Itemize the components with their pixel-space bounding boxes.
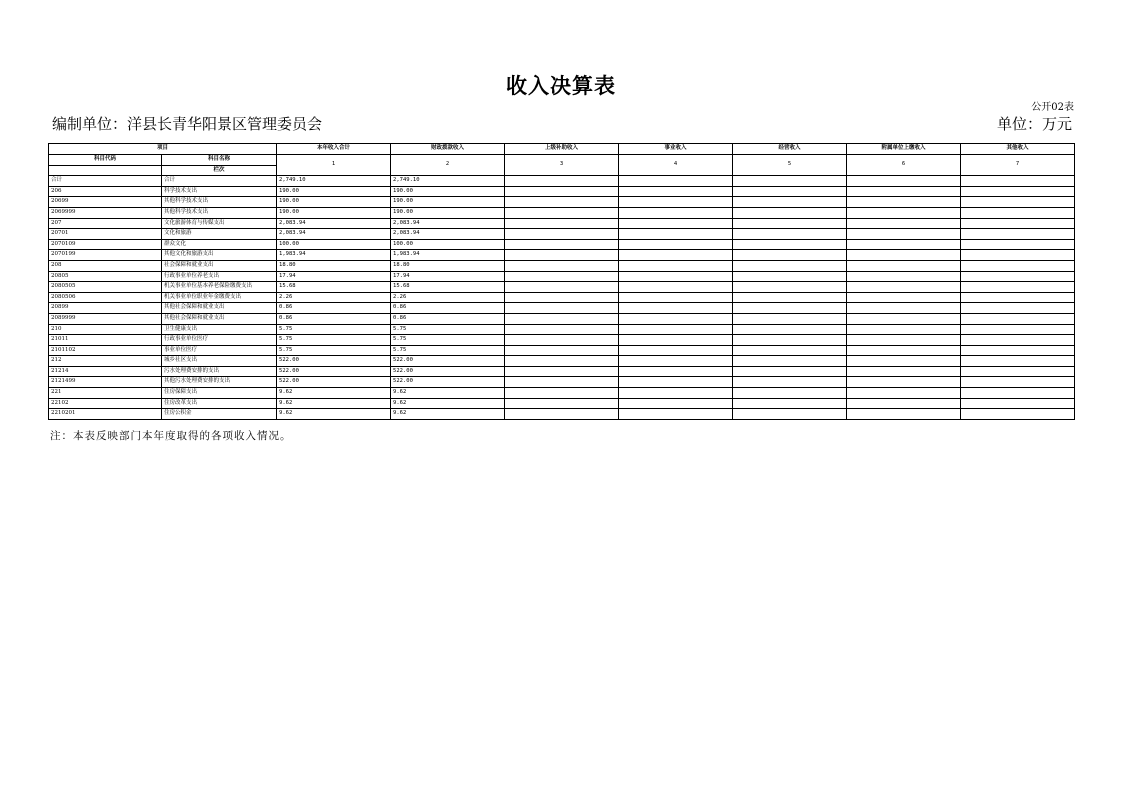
- cell-fiscal: 2,083.94: [391, 218, 505, 229]
- table-row: [49, 398, 1075, 409]
- cell-other: [961, 260, 1075, 271]
- cell-business: [619, 239, 733, 250]
- cell-operating: [733, 398, 847, 409]
- cell-code: 20899: [49, 303, 162, 314]
- cell-operating: [733, 292, 847, 303]
- footnote: 注：本表反映部门本年度取得的各项收入情况。: [50, 430, 292, 442]
- cell-other: [961, 409, 1075, 420]
- cell-total: 2,083.94: [277, 218, 391, 229]
- cell-business: [619, 229, 733, 240]
- table-row: [49, 218, 1075, 229]
- cell-business: [619, 388, 733, 399]
- table-row: [49, 186, 1075, 197]
- cell-name: 污水处理费安排的支出: [162, 366, 277, 377]
- table-row: [49, 377, 1075, 388]
- cell-business: [619, 303, 733, 314]
- cell-superior: [505, 282, 619, 293]
- cell-total: 2,083.94: [277, 229, 391, 240]
- cell-code: 2069999: [49, 207, 162, 218]
- cell-operating: [733, 271, 847, 282]
- cell-total: 5.75: [277, 345, 391, 356]
- cell-total: 2.26: [277, 292, 391, 303]
- header-column-label: 栏次: [162, 165, 277, 176]
- cell-superior: [505, 313, 619, 324]
- cell-other: [961, 218, 1075, 229]
- cell-total: 17.94: [277, 271, 391, 282]
- cell-superior: [505, 239, 619, 250]
- cell-business: [619, 409, 733, 420]
- cell-operating: [733, 324, 847, 335]
- cell-other: [961, 292, 1075, 303]
- cell-superior: [505, 186, 619, 197]
- cell-operating: [733, 366, 847, 377]
- cell-superior: [505, 271, 619, 282]
- cell-name: 行政事业单位养老支出: [162, 271, 277, 282]
- cell-affiliated: [847, 388, 961, 399]
- cell-fiscal: 5.75: [391, 324, 505, 335]
- cell-superior: [505, 260, 619, 271]
- cell-total: 0.86: [277, 313, 391, 324]
- cell-business: [619, 356, 733, 367]
- cell-affiliated: [847, 271, 961, 282]
- cell-business: [619, 345, 733, 356]
- header-business: 事业收入: [619, 144, 733, 155]
- table-row: [49, 345, 1075, 356]
- cell-other: [961, 239, 1075, 250]
- cell-fiscal: 2,749.10: [391, 176, 505, 187]
- header-code: 科目代码: [49, 155, 162, 166]
- cell-name: 社会保障和就业支出: [162, 260, 277, 271]
- cell-fiscal: 17.94: [391, 271, 505, 282]
- cell-operating: [733, 239, 847, 250]
- cell-superior: [505, 377, 619, 388]
- cell-fiscal: 522.00: [391, 356, 505, 367]
- cell-affiliated: [847, 229, 961, 240]
- cell-business: [619, 271, 733, 282]
- table-row: [49, 335, 1075, 346]
- cell-other: [961, 229, 1075, 240]
- cell-operating: [733, 207, 847, 218]
- cell-name: 机关事业单位基本养老保险缴费支出: [162, 282, 277, 293]
- cell-fiscal: 0.86: [391, 303, 505, 314]
- cell-code: 20699: [49, 197, 162, 208]
- cell-affiliated: [847, 292, 961, 303]
- cell-name: 行政事业单位医疗: [162, 335, 277, 346]
- cell-total: 9.62: [277, 388, 391, 399]
- cell-operating: [733, 260, 847, 271]
- cell-affiliated: [847, 398, 961, 409]
- header-superior: 上级补助收入: [505, 144, 619, 155]
- cell-other: [961, 388, 1075, 399]
- table-row: [49, 250, 1075, 261]
- cell-affiliated: [847, 409, 961, 420]
- cell-affiliated: [847, 207, 961, 218]
- unit-label: 单位：万元: [996, 115, 1072, 133]
- cell-name: 其他文化和旅游支出: [162, 250, 277, 261]
- cell-business: [619, 398, 733, 409]
- cell-fiscal: 9.62: [391, 409, 505, 420]
- cell-affiliated: [847, 186, 961, 197]
- table-row: [49, 292, 1075, 303]
- cell-other: [961, 313, 1075, 324]
- cell-superior: [505, 409, 619, 420]
- cell-affiliated: [847, 366, 961, 377]
- header-total: 本年收入合计: [277, 144, 391, 155]
- cell-name: 其他科学技术支出: [162, 207, 277, 218]
- cell-affiliated: [847, 282, 961, 293]
- cell-code: 207: [49, 218, 162, 229]
- cell-fiscal: 100.00: [391, 239, 505, 250]
- col-number: 1: [277, 155, 391, 176]
- cell-business: [619, 366, 733, 377]
- cell-affiliated: [847, 356, 961, 367]
- cell-other: [961, 282, 1075, 293]
- table-row: [49, 176, 1075, 187]
- cell-affiliated: [847, 303, 961, 314]
- cell-business: [619, 282, 733, 293]
- col-number: 2: [391, 155, 505, 176]
- cell-operating: [733, 186, 847, 197]
- col-number: 5: [733, 155, 847, 176]
- cell-code: 21011: [49, 335, 162, 346]
- cell-affiliated: [847, 239, 961, 250]
- cell-affiliated: [847, 335, 961, 346]
- cell-other: [961, 345, 1075, 356]
- cell-total: 522.00: [277, 356, 391, 367]
- cell-code: 2210201: [49, 409, 162, 420]
- cell-total: 522.00: [277, 377, 391, 388]
- cell-superior: [505, 197, 619, 208]
- cell-other: [961, 366, 1075, 377]
- cell-business: [619, 207, 733, 218]
- col-number: 7: [961, 155, 1075, 176]
- cell-business: [619, 377, 733, 388]
- header-fiscal: 财政拨款收入: [391, 144, 505, 155]
- cell-code: 206: [49, 186, 162, 197]
- cell-other: [961, 197, 1075, 208]
- col-number: 3: [505, 155, 619, 176]
- cell-total: 9.62: [277, 398, 391, 409]
- cell-affiliated: [847, 176, 961, 187]
- cell-superior: [505, 356, 619, 367]
- cell-code: 2101102: [49, 345, 162, 356]
- header-other: 其他收入: [961, 144, 1075, 155]
- cell-other: [961, 186, 1075, 197]
- table-row: [49, 207, 1075, 218]
- cell-fiscal: 5.75: [391, 345, 505, 356]
- cell-superior: [505, 250, 619, 261]
- cell-affiliated: [847, 260, 961, 271]
- cell-total: 5.75: [277, 324, 391, 335]
- cell-total: 9.62: [277, 409, 391, 420]
- cell-business: [619, 186, 733, 197]
- cell-superior: [505, 366, 619, 377]
- cell-total: 190.00: [277, 186, 391, 197]
- col-number: 4: [619, 155, 733, 176]
- cell-superior: [505, 229, 619, 240]
- cell-code: 22102: [49, 398, 162, 409]
- cell-name: 科学技术支出: [162, 186, 277, 197]
- table-row: [49, 324, 1075, 335]
- cell-business: [619, 176, 733, 187]
- cell-operating: [733, 409, 847, 420]
- cell-code: 2070109: [49, 239, 162, 250]
- table-row: [49, 197, 1075, 208]
- cell-name: 事业单位医疗: [162, 345, 277, 356]
- table-row: [49, 239, 1075, 250]
- cell-affiliated: [847, 324, 961, 335]
- cell-operating: [733, 313, 847, 324]
- cell-total: 100.00: [277, 239, 391, 250]
- cell-other: [961, 398, 1075, 409]
- cell-other: [961, 250, 1075, 261]
- cell-total: 190.00: [277, 197, 391, 208]
- cell-fiscal: 9.62: [391, 398, 505, 409]
- cell-business: [619, 292, 733, 303]
- page-title: 收入决算表: [506, 74, 616, 98]
- cell-operating: [733, 335, 847, 346]
- cell-business: [619, 250, 733, 261]
- cell-name: 文化和旅游: [162, 229, 277, 240]
- cell-code: 2070199: [49, 250, 162, 261]
- cell-fiscal: 9.62: [391, 388, 505, 399]
- cell-name: 群众文化: [162, 239, 277, 250]
- cell-code: 221: [49, 388, 162, 399]
- cell-total: 190.00: [277, 207, 391, 218]
- cell-business: [619, 335, 733, 346]
- cell-name: 住房公积金: [162, 409, 277, 420]
- cell-operating: [733, 229, 847, 240]
- cell-fiscal: 18.80: [391, 260, 505, 271]
- cell-affiliated: [847, 345, 961, 356]
- cell-name: 机关事业单位职业年金缴费支出: [162, 292, 277, 303]
- cell-total: 2,749.10: [277, 176, 391, 187]
- cell-total: 0.86: [277, 303, 391, 314]
- cell-fiscal: 5.75: [391, 335, 505, 346]
- cell-code: 2089999: [49, 313, 162, 324]
- cell-affiliated: [847, 218, 961, 229]
- table-row: [49, 282, 1075, 293]
- cell-operating: [733, 388, 847, 399]
- org-label: 编制单位：洋县长青华阳景区管理委员会: [52, 115, 323, 133]
- cell-code: 2080505: [49, 282, 162, 293]
- cell-name: 其他污水处理费安排的支出: [162, 377, 277, 388]
- table-row: [49, 271, 1075, 282]
- cell-total: 1,983.94: [277, 250, 391, 261]
- cell-code: 合计: [49, 176, 162, 187]
- header-name: 科目名称: [162, 155, 277, 166]
- cell-fiscal: 190.00: [391, 197, 505, 208]
- cell-other: [961, 176, 1075, 187]
- cell-affiliated: [847, 250, 961, 261]
- header-operating: 经营收入: [733, 144, 847, 155]
- cell-business: [619, 324, 733, 335]
- cell-business: [619, 218, 733, 229]
- cell-other: [961, 271, 1075, 282]
- cell-operating: [733, 377, 847, 388]
- cell-superior: [505, 176, 619, 187]
- cell-fiscal: 0.86: [391, 313, 505, 324]
- cell-code: 208: [49, 260, 162, 271]
- cell-operating: [733, 345, 847, 356]
- cell-operating: [733, 303, 847, 314]
- cell-operating: [733, 218, 847, 229]
- header-affiliated: 附属单位上缴收入: [847, 144, 961, 155]
- cell-business: [619, 197, 733, 208]
- cell-other: [961, 377, 1075, 388]
- cell-operating: [733, 282, 847, 293]
- cell-business: [619, 260, 733, 271]
- table-row: [49, 303, 1075, 314]
- cell-other: [961, 207, 1075, 218]
- cell-operating: [733, 176, 847, 187]
- table-row: [49, 366, 1075, 377]
- cell-fiscal: 2.26: [391, 292, 505, 303]
- table-row: [49, 229, 1075, 240]
- cell-total: 15.68: [277, 282, 391, 293]
- table-row: [49, 356, 1075, 367]
- cell-code: 20701: [49, 229, 162, 240]
- cell-fiscal: 15.68: [391, 282, 505, 293]
- cell-affiliated: [847, 313, 961, 324]
- cell-superior: [505, 292, 619, 303]
- cell-superior: [505, 303, 619, 314]
- cell-affiliated: [847, 197, 961, 208]
- cell-superior: [505, 388, 619, 399]
- cell-superior: [505, 207, 619, 218]
- cell-code: 210: [49, 324, 162, 335]
- cell-name: 城乡社区支出: [162, 356, 277, 367]
- table-row: [49, 260, 1075, 271]
- cell-superior: [505, 218, 619, 229]
- form-code: 公开02表: [1031, 102, 1074, 113]
- cell-name: 文化旅游体育与传媒支出: [162, 218, 277, 229]
- cell-name: 其他科学技术支出: [162, 197, 277, 208]
- cell-affiliated: [847, 377, 961, 388]
- cell-fiscal: 190.00: [391, 186, 505, 197]
- income-report-table: [48, 143, 1075, 420]
- cell-fiscal: 522.00: [391, 366, 505, 377]
- cell-name: 其他社会保障和就业支出: [162, 303, 277, 314]
- cell-name: 合计: [162, 176, 277, 187]
- table-body: [49, 176, 1075, 420]
- table-row: [49, 313, 1075, 324]
- cell-operating: [733, 197, 847, 208]
- cell-name: 住房改革支出: [162, 398, 277, 409]
- table-row: [49, 388, 1075, 399]
- cell-code: 21214: [49, 366, 162, 377]
- cell-code: 2121499: [49, 377, 162, 388]
- cell-other: [961, 356, 1075, 367]
- cell-code: 20805: [49, 271, 162, 282]
- col-number: 6: [847, 155, 961, 176]
- cell-superior: [505, 324, 619, 335]
- cell-other: [961, 335, 1075, 346]
- cell-operating: [733, 356, 847, 367]
- cell-name: 卫生健康支出: [162, 324, 277, 335]
- cell-superior: [505, 398, 619, 409]
- header-project: 项目: [49, 144, 277, 155]
- cell-total: 522.00: [277, 366, 391, 377]
- cell-business: [619, 313, 733, 324]
- cell-total: 5.75: [277, 335, 391, 346]
- cell-total: 18.80: [277, 260, 391, 271]
- cell-name: 住房保障支出: [162, 388, 277, 399]
- cell-code: 212: [49, 356, 162, 367]
- cell-superior: [505, 335, 619, 346]
- table-row: [49, 409, 1075, 420]
- cell-name: 其他社会保障和就业支出: [162, 313, 277, 324]
- cell-other: [961, 303, 1075, 314]
- cell-fiscal: 2,083.94: [391, 229, 505, 240]
- cell-operating: [733, 250, 847, 261]
- cell-other: [961, 324, 1075, 335]
- cell-fiscal: 522.00: [391, 377, 505, 388]
- cell-superior: [505, 345, 619, 356]
- cell-code: 2080506: [49, 292, 162, 303]
- cell-fiscal: 1,983.94: [391, 250, 505, 261]
- cell-fiscal: 190.00: [391, 207, 505, 218]
